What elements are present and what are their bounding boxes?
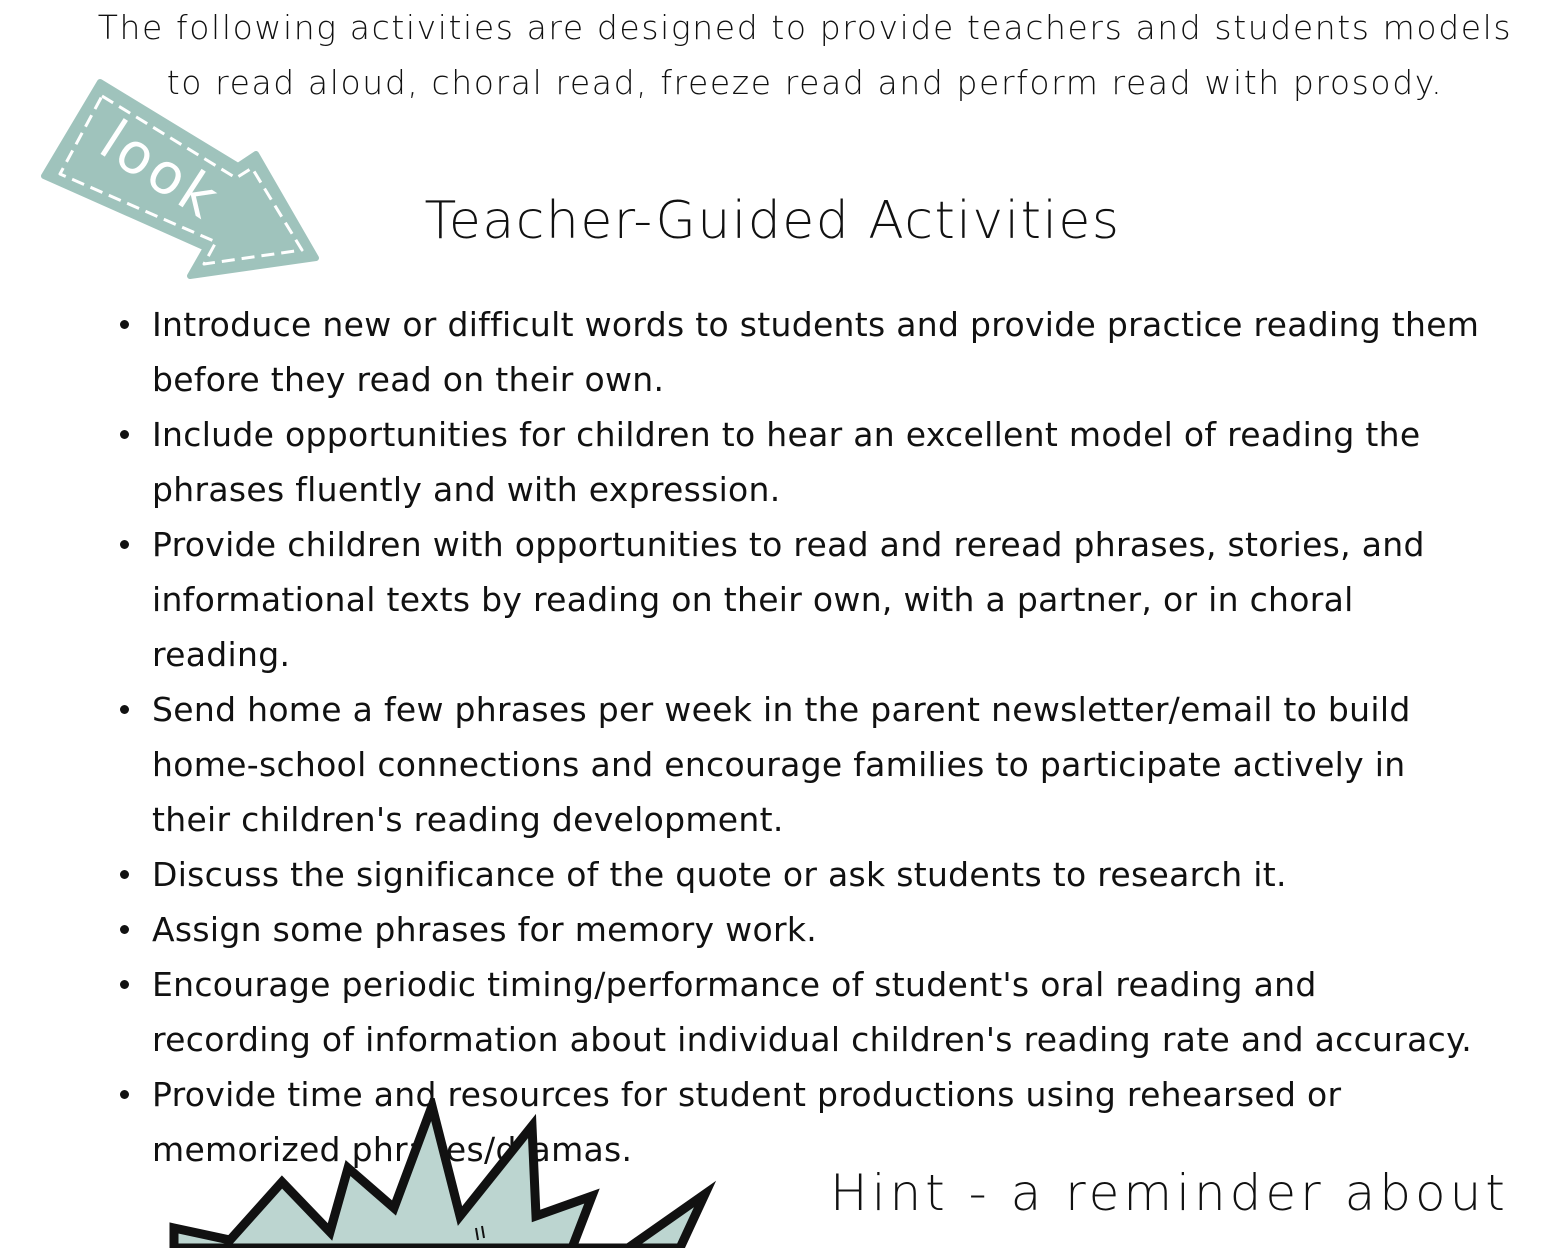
bullet-icon (120, 540, 129, 549)
list-item-text: Encourage periodic timing/performance of student's oral reading and recording of information about individual children's reading rate and accuracy. (152, 965, 1472, 1059)
bullet-icon (120, 870, 129, 879)
look-arrow-icon (38, 78, 328, 288)
look-label: look (88, 108, 232, 233)
list-item-text: Provide children with opportunities to read and reread phrases, stories, and informational texts by reading on their own, with a partner, or in choral reading. (152, 525, 1425, 674)
list-item (112, 902, 1482, 957)
bullet-icon (120, 430, 129, 439)
list-item (112, 407, 1482, 517)
list-item (112, 847, 1482, 902)
bullet-icon (120, 1090, 129, 1099)
list-item-text: Assign some phrases for memory work. (152, 910, 818, 949)
list-item-text: Provide time and resources for student productions using rehearsed or memorized phrases/dramas. (152, 1075, 1342, 1169)
list-item-text: Include opportunities for children to hear an excellent model of reading the phrases fluently and with expression. (152, 415, 1421, 509)
bullet-icon (120, 925, 129, 934)
intro-line-2: to read aloud, choral read, freeze read and perform read with prosody. (166, 63, 1444, 102)
hint-heading: Hint - a reminder about (830, 1164, 1509, 1222)
list-item (112, 517, 1482, 682)
list-item-text: Introduce new or difficult words to students and provide practice reading them before they read on their own. (152, 305, 1480, 399)
section-title: Teacher-Guided Activities (424, 191, 1121, 251)
list-item-text: Send home a few phrases per week in the parent newsletter/email to build home-school connections and encourage families to participate actively in their children's reading development. (152, 690, 1411, 839)
starburst-icon (160, 1098, 720, 1248)
list-item (112, 297, 1482, 407)
bullet-icon (120, 980, 129, 989)
bullet-icon (120, 705, 129, 714)
intro-line-1: The following activities are designed to provide teachers and students models (97, 8, 1513, 47)
bullet-icon (120, 320, 129, 329)
activity-list (112, 297, 1482, 1177)
list-item (112, 682, 1482, 847)
list-item-text: Discuss the significance of the quote or ask students to research it. (152, 855, 1287, 894)
list-item (112, 957, 1482, 1067)
